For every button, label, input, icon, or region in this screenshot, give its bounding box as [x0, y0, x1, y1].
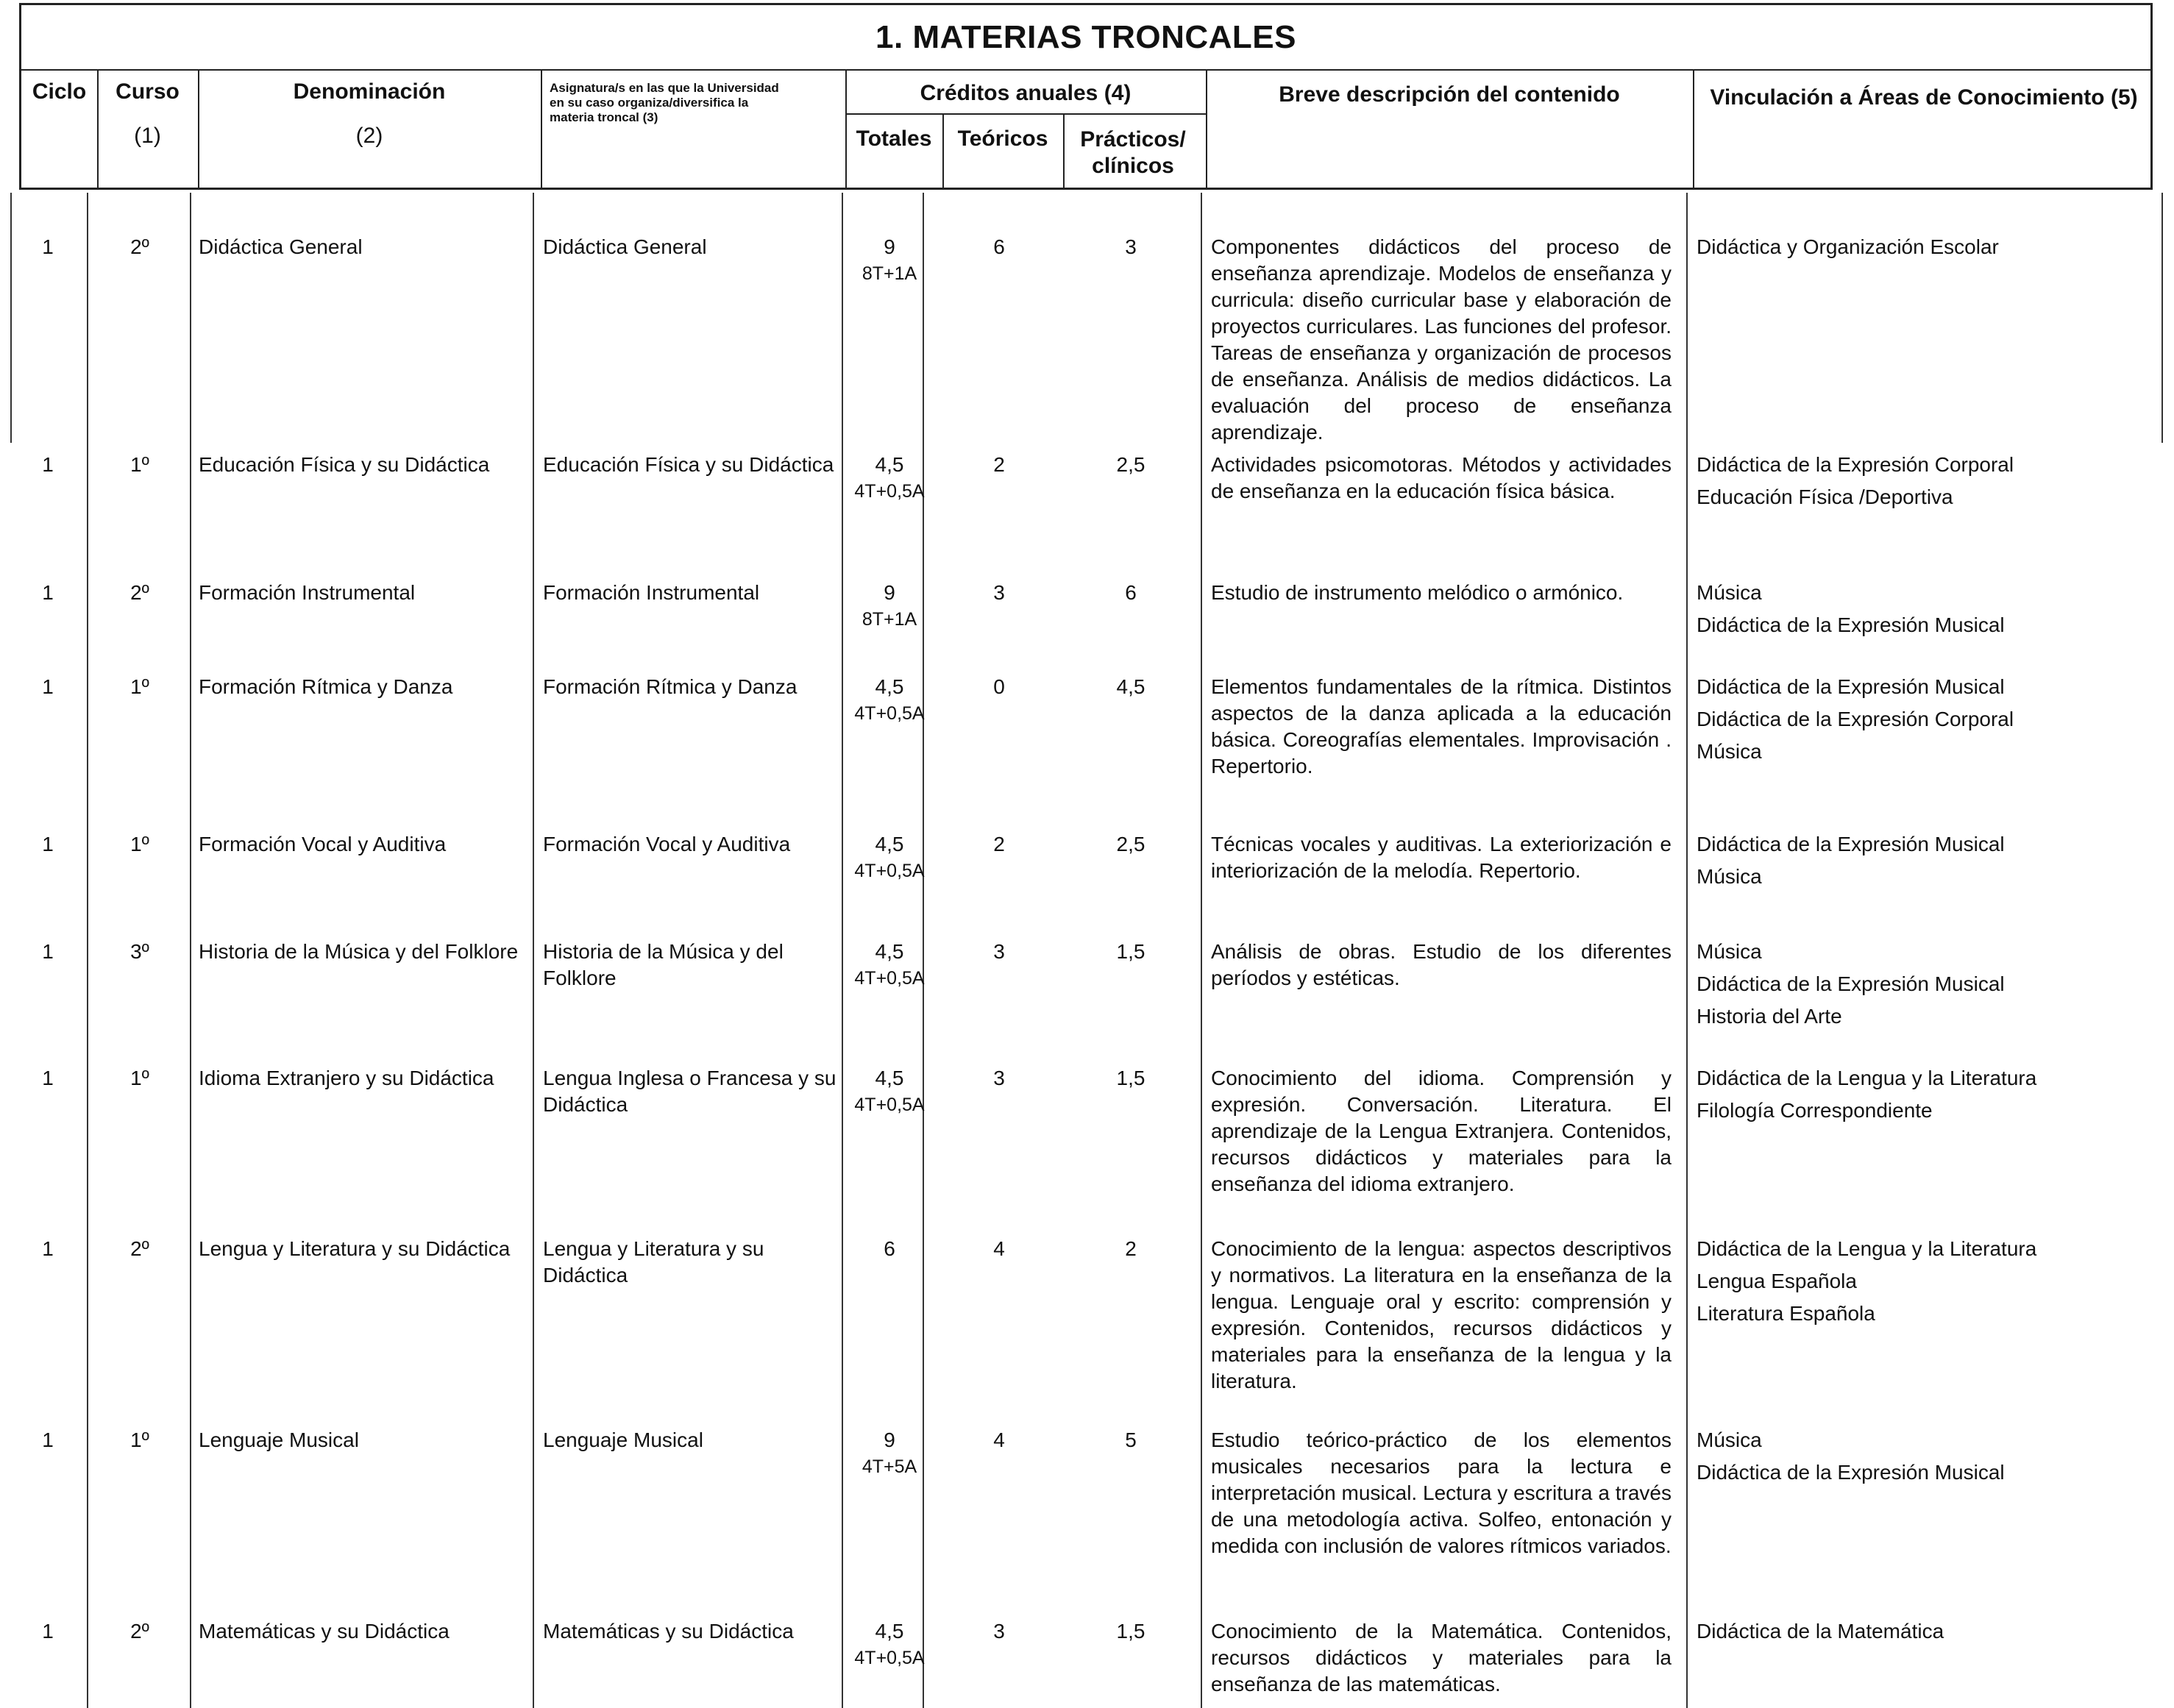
cell-totales [842, 1427, 937, 1480]
area-item: Lengua Española [1697, 1270, 1857, 1292]
grid-line [1201, 193, 1202, 1708]
cell-descripcion: Estudio de instrumento melódico o armónico. [1211, 581, 1624, 604]
area-item: Filología Correspondiente [1697, 1099, 1933, 1122]
cell-denominacion: Idioma Extranjero y su Didáctica [199, 1067, 494, 1089]
cell-areas [1697, 939, 2153, 1036]
area-item: Música [1697, 581, 1762, 604]
cell-teoricos: 4 [993, 1428, 1005, 1451]
cell-ciclo: 1 [42, 453, 54, 476]
header-divider [845, 113, 1206, 115]
cell-practicos: 2,5 [1116, 833, 1145, 855]
cell-descripcion: Conocimiento de la Matemática. Contenidos, recursos didácticos y materiales para la enseñanza de las matemáticas. [1211, 1620, 1672, 1695]
cell-denominacion: Educación Física y su Didáctica [199, 453, 490, 476]
cell-totales-value: 4,5 [875, 453, 904, 476]
header-denominacion: Denominación [293, 79, 446, 104]
title-box [19, 3, 2153, 71]
area-item: Didáctica de la Expresión Musical [1697, 613, 2005, 636]
cell-curso: 2º [130, 1237, 149, 1260]
cell-ciclo: 1 [42, 1067, 54, 1089]
cell-totales-detail: 4T+0,5A [854, 1648, 925, 1668]
cell-totales [842, 1618, 937, 1671]
cell-totales-value: 9 [884, 1428, 895, 1451]
cell-denominacion: Formación Rítmica y Danza [199, 675, 453, 698]
cell-denominacion: Matemáticas y su Didáctica [199, 1620, 450, 1643]
cell-practicos: 2 [1125, 1237, 1137, 1260]
cell-asignatura: Historia de la Música y del Folklore [543, 940, 784, 989]
cell-totales-detail: 4T+0,5A [854, 968, 925, 989]
cell-denominacion: Didáctica General [199, 235, 363, 258]
cell-areas [1697, 674, 2153, 771]
cell-teoricos: 4 [993, 1237, 1005, 1260]
cell-teoricos: 2 [993, 453, 1005, 476]
cell-ciclo: 1 [42, 1620, 54, 1643]
area-item: Didáctica de la Expresión Musical [1697, 972, 2005, 995]
cell-curso: 1º [130, 1067, 149, 1089]
page-title: 1. MATERIAS TRONCALES [875, 18, 1296, 55]
header-denominacion-note: (2) [355, 124, 383, 148]
cell-areas [1697, 1618, 2153, 1651]
area-item: Música [1697, 1428, 1762, 1451]
cell-denominacion: Lenguaje Musical [199, 1428, 359, 1451]
cell-ciclo: 1 [42, 940, 54, 963]
cell-curso: 1º [130, 675, 149, 698]
cell-practicos: 1,5 [1116, 1620, 1145, 1643]
header-practicos: Prácticos/ clínicos [1080, 127, 1186, 178]
cell-totales-detail: 4T+0,5A [854, 1095, 925, 1115]
cell-teoricos: 3 [993, 1067, 1005, 1089]
cell-totales-value: 4,5 [875, 1620, 904, 1643]
grid-line [190, 193, 191, 1708]
area-item: Didáctica de la Matemática [1697, 1620, 1944, 1643]
cell-totales-detail: 4T+5A [862, 1456, 917, 1477]
cell-totales-value: 4,5 [875, 833, 904, 855]
cell-totales [842, 234, 937, 287]
cell-totales-value: 4,5 [875, 1067, 904, 1089]
area-item: Didáctica de la Expresión Musical [1697, 675, 2005, 698]
area-item: Didáctica de la Expresión Musical [1697, 1461, 2005, 1484]
header-teoricos: Teóricos [957, 127, 1048, 151]
cell-ciclo: 1 [42, 581, 54, 604]
cell-descripcion: Conocimiento de la lengua: aspectos descriptivos y normativos. La literatura en la enseñanza de la lengua. Lenguaje oral y escrito: comprensión y expresión. Contenidos, recursos didácticos y materiales para la enseñanza de la lengua y la literatura. [1211, 1237, 1672, 1392]
cell-descripcion: Conocimiento del idioma. Comprensión y expresión. Conversación. Literatura. El aprendizaje de la Lengua Extranjera. Contenidos, recursos didácticos y materiales para la enseñanza del idioma extranjero. [1211, 1067, 1672, 1195]
header-ciclo: Ciclo [32, 79, 87, 104]
cell-teoricos: 2 [993, 833, 1005, 855]
cell-teoricos: 3 [993, 581, 1005, 604]
cell-practicos: 1,5 [1116, 940, 1145, 963]
area-item: Música [1697, 940, 1762, 963]
cell-asignatura: Formación Vocal y Auditiva [543, 833, 791, 855]
cell-totales [842, 939, 937, 992]
cell-curso: 2º [130, 235, 149, 258]
cell-teoricos: 0 [993, 675, 1005, 698]
header-curso-note: (1) [134, 124, 161, 148]
cell-ciclo: 1 [42, 675, 54, 698]
area-item: Didáctica de la Lengua y la Literatura [1697, 1067, 2037, 1089]
cell-totales-value: 9 [884, 581, 895, 604]
cell-curso: 1º [130, 453, 149, 476]
cell-teoricos: 6 [993, 235, 1005, 258]
cell-asignatura: Formación Instrumental [543, 581, 760, 604]
cell-totales-detail: 4T+0,5A [854, 703, 925, 724]
area-item: Didáctica y Organización Escolar [1697, 235, 1999, 258]
cell-curso: 3º [130, 940, 149, 963]
cell-curso: 1º [130, 1428, 149, 1451]
header-descripcion: Breve descripción del contenido [1279, 82, 1620, 107]
cell-totales-value: 4,5 [875, 940, 904, 963]
cell-ciclo: 1 [42, 1237, 54, 1260]
cell-totales [842, 1236, 937, 1262]
cell-totales-detail: 8T+1A [862, 609, 917, 630]
cell-descripcion: Estudio teórico-práctico de los elementos musicales necesarios para la lectura e interpretación musical. Lectura y escritura a través de una metodología activa. Solfeo, entonación y medida con inclusión de valores rítmicos variados. [1211, 1428, 1672, 1557]
area-item: Educación Física /Deportiva [1697, 485, 1953, 508]
header-curso: Curso [116, 79, 180, 104]
cell-asignatura: Lengua y Literatura y su Didáctica [543, 1237, 764, 1287]
header-asignaturas: Asignatura/s en las que la Universidad en su caso organiza/diversifica la materia troncal (3) [550, 81, 779, 124]
cell-practicos: 2,5 [1116, 453, 1145, 476]
cell-descripcion: Elementos fundamentales de la rítmica. Distintos aspectos de la danza aplicada a la educación básica. Coreografías elementales. Improvisación . Repertorio. [1211, 675, 1672, 778]
cell-teoricos: 3 [993, 1620, 1005, 1643]
area-item: Música [1697, 740, 1762, 763]
table-header [19, 71, 2153, 190]
header-divider [541, 71, 542, 190]
cell-descripcion: Componentes didácticos del proceso de enseñanza aprendizaje. Modelos de enseñanza y curricula: diseño curricular base y elaboración de proyectos curriculares. Las funciones del profesor. Tareas de enseñanza y organización de procesos de enseñanza. Análisis de medios didácticos. La evaluación del proceso de enseñanza aprendizaje. [1211, 235, 1672, 444]
cell-denominacion: Historia de la Música y del Folklore [199, 940, 519, 963]
cell-ciclo: 1 [42, 1428, 54, 1451]
cell-practicos: 1,5 [1116, 1067, 1145, 1089]
area-item: Música [1697, 865, 1762, 888]
area-item: Historia del Arte [1697, 1005, 1842, 1028]
cell-practicos: 3 [1125, 235, 1137, 258]
header-totales: Totales [856, 127, 932, 151]
cell-descripcion: Análisis de obras. Estudio de los diferentes períodos y estéticas. [1211, 940, 1672, 989]
cell-denominacion: Formación Instrumental [199, 581, 416, 604]
cell-ciclo: 1 [42, 833, 54, 855]
cell-areas [1697, 580, 2153, 644]
cell-totales [842, 452, 937, 505]
cell-descripcion: Actividades psicomotoras. Métodos y actividades de enseñanza en la educación física básica. [1211, 453, 1672, 502]
cell-areas [1697, 452, 2153, 516]
area-item: Didáctica de la Expresión Musical [1697, 833, 2005, 855]
cell-areas [1697, 1065, 2153, 1130]
cell-denominacion: Formación Vocal y Auditiva [199, 833, 447, 855]
cell-totales [842, 1065, 937, 1118]
cell-descripcion: Técnicas vocales y auditivas. La exteriorización e interiorización de la melodía. Repertorio. [1211, 833, 1672, 882]
cell-curso: 2º [130, 581, 149, 604]
cell-teoricos: 3 [993, 940, 1005, 963]
area-item: Didáctica de la Expresión Corporal [1697, 453, 2014, 476]
cell-practicos: 6 [1125, 581, 1137, 604]
cell-denominacion: Lengua y Literatura y su Didáctica [199, 1237, 511, 1260]
grid-line [87, 193, 88, 1708]
cell-asignatura: Formación Rítmica y Danza [543, 675, 798, 698]
header-divider [1063, 115, 1065, 190]
header-vinculacion: Vinculación a Áreas de Conocimiento (5) [1710, 85, 2138, 110]
grid-line [533, 193, 534, 1708]
cell-curso: 1º [130, 833, 149, 855]
cell-practicos: 5 [1125, 1428, 1137, 1451]
cell-areas [1697, 1236, 2153, 1333]
cell-areas [1697, 831, 2153, 896]
cell-totales-detail: 8T+1A [862, 263, 917, 284]
cell-totales-value: 9 [884, 235, 895, 258]
cell-totales-detail: 4T+0,5A [854, 481, 925, 502]
cell-ciclo: 1 [42, 235, 54, 258]
cell-totales-value: 4,5 [875, 675, 904, 698]
grid-line [1686, 193, 1688, 1708]
grid-line [10, 193, 12, 443]
area-item: Didáctica de la Expresión Corporal [1697, 708, 2014, 730]
cell-asignatura: Lenguaje Musical [543, 1428, 703, 1451]
cell-totales-detail: 4T+0,5A [854, 861, 925, 881]
header-creditos: Créditos anuales (4) [920, 81, 1132, 105]
cell-totales [842, 580, 937, 633]
cell-areas [1697, 1427, 2153, 1492]
cell-asignatura: Matemáticas y su Didáctica [543, 1620, 794, 1643]
cell-totales-value: 6 [884, 1237, 895, 1260]
cell-curso: 2º [130, 1620, 149, 1643]
cell-areas [1697, 234, 2153, 266]
cell-totales [842, 831, 937, 884]
area-item: Didáctica de la Lengua y la Literatura [1697, 1237, 2037, 1260]
cell-asignatura: Educación Física y su Didáctica [543, 453, 834, 476]
grid-line [2161, 193, 2163, 443]
cell-practicos: 4,5 [1116, 675, 1145, 698]
cell-totales [842, 674, 937, 727]
cell-asignatura: Didáctica General [543, 235, 707, 258]
cell-asignatura: Lengua Inglesa o Francesa y su Didáctica [543, 1067, 836, 1116]
area-item: Literatura Española [1697, 1302, 1875, 1325]
